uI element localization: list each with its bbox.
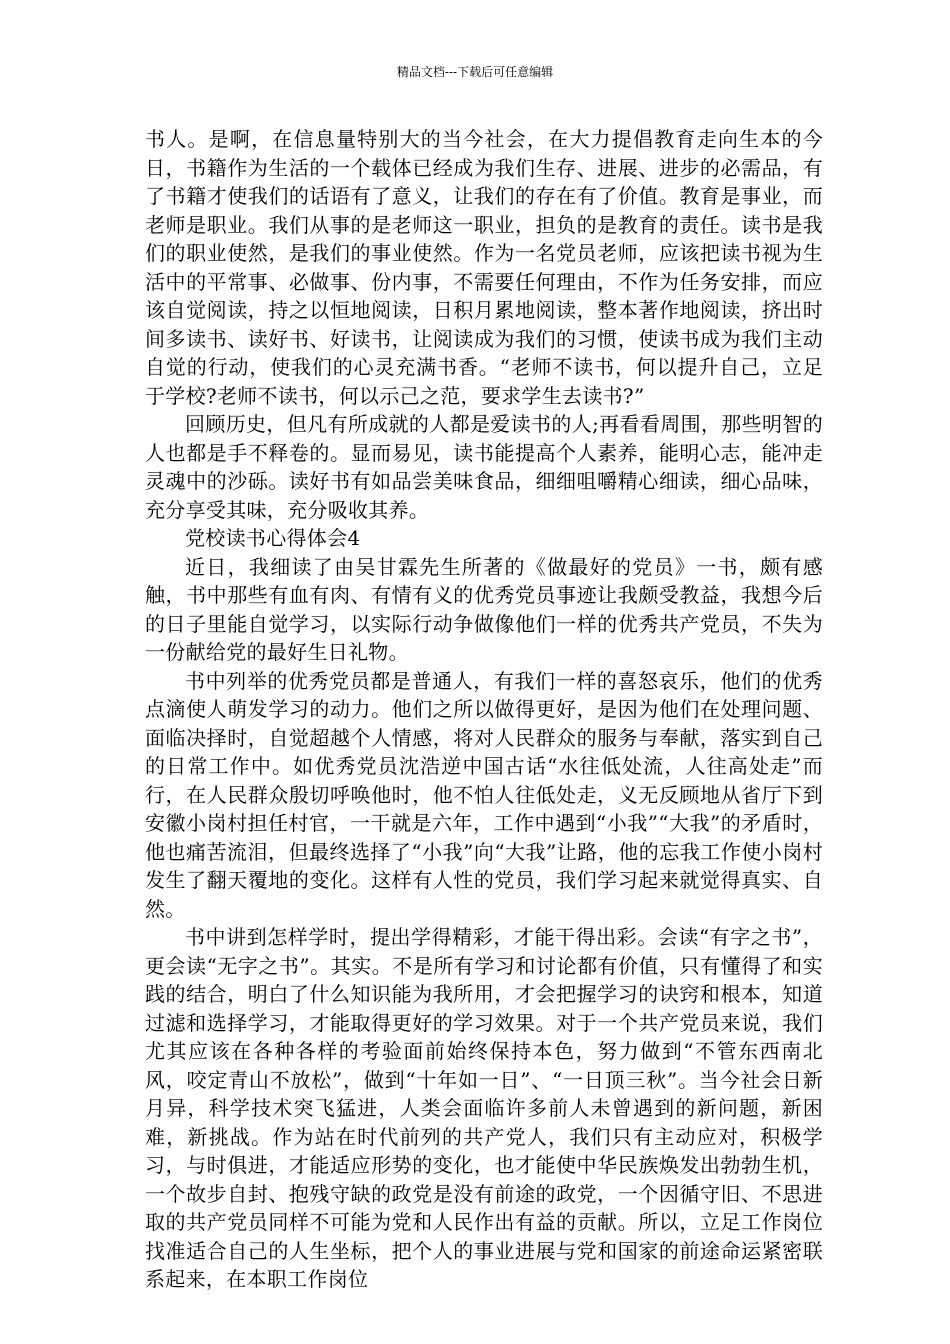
document-body xyxy=(145,125,823,1294)
page-header: 精品文档---下载后可任意编辑 xyxy=(396,65,554,79)
paragraph: 书中列举的优秀党员都是普通人，有我们一样的喜怒哀乐，他们的优秀点滴使人萌发学习的动力。他们之所以做得更好，是因为他们在处理问题、面临决择时，自觉超越个人情感，将对人民群众的服务与奉献，落实到自己的日常工作中。如优秀党员沈浩逆中国古话“水往低处流，人往高处走”而行，在人民群众殷切呼唤他时，他不怕人往低处走，义无反顾地从省厅下到安徽小岗村担任村官，一干就是六年，工作中遇到“小我”“大我”的矛盾时，他也痛苦流泪，但最终选择了“小我”向“大我”让路，他的忘我工作使小岗村发生了翻天覆地的变化。这样有人性的党员，我们学习起来就觉得真实、自然。 xyxy=(145,668,823,921)
paragraph: 近日，我细读了由吴甘霖先生所著的《做最好的党员》一书，颇有感触，书中那些有血有肉、有情有义的优秀党员事迹让我颇受教益，我想今后的日子里能自觉学习，以实际行动争做像他们一样的优秀共产党员，不失为一份献给党的最好生日礼物。 xyxy=(145,554,823,664)
section-heading: 党校读书心得体会4 xyxy=(185,526,361,550)
paragraph: 回顾历史，但凡有所成就的人都是爱读书的人;再看看周围，那些明智的人也都是手不释卷的。显而易见，读书能提高个人素养，能明心志，能冲走灵魂中的沙砾。读好书有如品尝美味食品，细细咀嚼精心细读，细心品味，充分享受其味，充分吸收其养。 xyxy=(145,412,823,522)
paragraph-continued: 书人。是啊，在信息量特别大的当今社会，在大力提倡教育走向生本的今日，书籍作为生活的一个载体已经成为我们生存、进展、进步的必需品，有了书籍才使我们的话语有了意义，让我们的存在有了价值。教育是事业，而老师是职业。我们从事的是老师这一职业，担负的是教育的责任。读书是我们的职业使然，是我们的事业使然。作为一名党员老师，应该把读书视为生活中的平常事、必做事、份内事，不需要任何理由，不作为任务安排，而应该自觉阅读，持之以恒地阅读，日积月累地阅读，整本著作地阅读，挤出时间多读书、读好书、好读书，让阅读成为我们的习惯，使读书成为我们主动自觉的行动，使我们的心灵充满书香。“老师不读书，何以提升自己，立足于学校?老师不读书，何以示己之范，要求学生去读书?” xyxy=(145,127,823,408)
paragraph: 书中讲到怎样学时，提出学得精彩，才能干得出彩。会读“有字之书”，更会读“无字之书”。其实。不是所有学习和讨论都有价值，只有懂得了和实践的结合，明白了什么知识能为我所用，才会把握学习的诀窍和根本，知道过滤和选择学习，才能取得更好的学习效果。对于一个共产党员来说，我们尤其应该在各种各样的考验面前始终保持本色，努力做到“不管东西南北风，咬定青山不放松”，做到“十年如一日”、“一日顶三秋”。当今社会日新月异，科学技术突飞猛进，人类会面临许多前人未曾遇到的新问题，新困难，新挑战。作为站在时代前列的共产党人，我们只有主动应对，积极学习，与时俱进，才能适应形势的变化，也才能使中华民族焕发出勃勃生机，一个故步自封、抱残守缺的政党是没有前途的政党，一个因循守旧、不思进取的共产党员同样不可能为党和人民作出有益的贡献。所以，立足工作岗位找准适合自己的人生坐标，把个人的事业进展与党和国家的前途命运紧密联系起来，在本职工作岗位 xyxy=(145,925,823,1291)
